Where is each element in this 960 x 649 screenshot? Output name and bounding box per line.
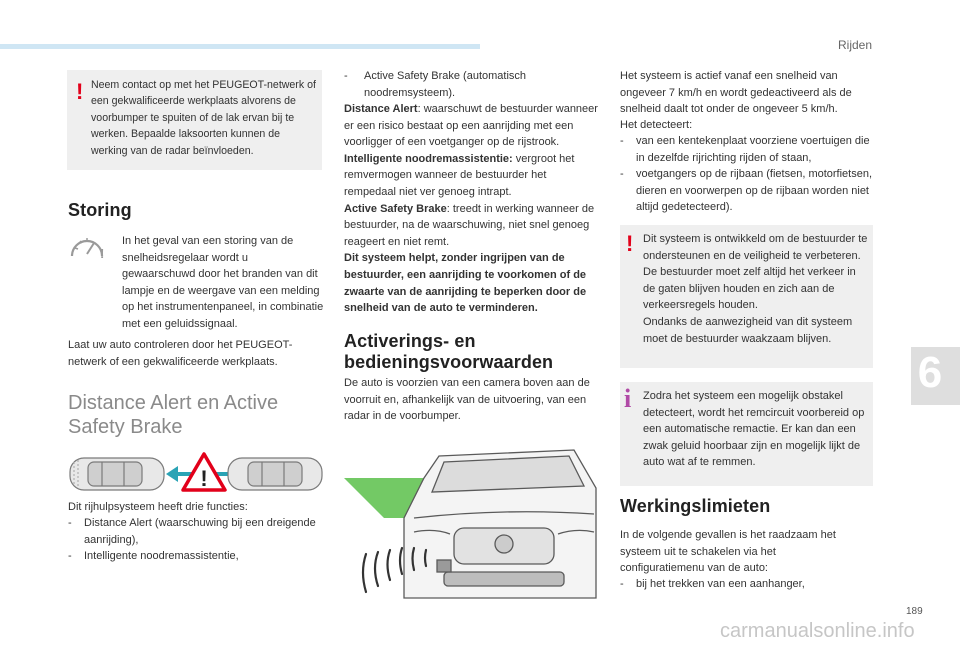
svg-text:!: ! — [200, 466, 208, 491]
functions-list — [68, 515, 322, 565]
exclamation-icon: ! — [76, 79, 84, 104]
definition-text: waarschuwt de bestuurder wanneer er een risico bestaat op een aanrijding met een voorligger of een voetganger op de rijstrook. — [344, 103, 598, 149]
list-item: - Distance Alert (waarschuwing bij een dreigende aanrijding), — [68, 515, 322, 548]
storing-text-2: Laat uw auto controleren door het PEUGEOT-netwerk of een gekwalificeerde werkplaats. — [68, 339, 293, 368]
functions-intro: Dit rijhulpsysteem heeft drie functies: — [68, 501, 248, 513]
svg-text:!: ! — [100, 246, 105, 260]
definition-term: Distance Alert — [344, 103, 418, 115]
car-right-icon — [228, 458, 322, 490]
definition-active-safety-brake: Active Safety Brake: treedt in werking wanneer de bestuurder, na de waarschuwing, niet snel genoeg reageert en niet remt. — [344, 202, 595, 248]
header-bar — [0, 44, 480, 49]
speedometer-fault-icon — [66, 232, 108, 260]
car-front-icon — [404, 450, 596, 598]
distance-alert-heading — [68, 391, 328, 439]
exclamation-icon: ! — [626, 231, 634, 256]
page-number: 189 — [906, 606, 923, 617]
warning-note-box — [67, 70, 322, 170]
list-item: - van een kentekenplaat voorziene voertuigen die in dezelfde rijrichting rijden of staan, — [620, 133, 878, 166]
definition-term: Intelligente noodremassistentie: — [344, 152, 513, 165]
watermark: carmanualsonline.info — [720, 620, 915, 642]
definition-text: treedt in werking wanneer de bestuurder, na de waarschuwing, niet snel genoeg reageert en niet remt. — [344, 202, 595, 248]
activering-heading-line2: bedieningsvoorwaarden — [344, 352, 554, 372]
warning-note-text: Neem contact op met het PEUGEOT-netwerk of een gekwalificeerde werkplaats alvorens de voorbumper te spuiten of de lak ervan bij te werken. Bepaalde laksoorten kunnen de werking van de radar beïnvloeden. — [91, 79, 316, 157]
info-text: Zodra het systeem een mogelijk obstakel detecteert, wordt het remcircuit voorbereid op een automatische remactie. Er kan dan een zwak geluid hoorbaar zijn en mogelijk lijkt de auto wat af te remmen. — [643, 390, 865, 469]
active-text: Het systeem is actief vanaf een snelheid van ongeveer 7 km/h en wordt gedeactiveerd als de snelheid daalt tot onder de ongeveer 5 km/h. — [620, 70, 852, 116]
definitions — [344, 101, 600, 317]
warning-box-2 — [620, 225, 873, 368]
detects-list — [620, 133, 878, 216]
activering-heading — [344, 331, 604, 373]
activering-heading-line1: Activerings- en — [344, 331, 476, 351]
warning-2-line: Dit systeem is ontwikkeld om de bestuurder te ondersteunen en de veiligheid te verbeteren. — [643, 233, 868, 262]
chapter-number: 6 — [917, 348, 943, 397]
car-front-illustration — [344, 448, 600, 600]
warning-2-line: De bestuurder moet zelf altijd het verkeer in de gaten blijven houden en zich aan de verkeersregels houden. — [643, 266, 856, 312]
warning-2-line: Ondanks de aanwezigheid van dit systeem moet de bestuurder waakzaam blijven. — [643, 315, 853, 345]
storing-heading: Storing — [68, 200, 132, 220]
list-item: - Intelligente noodremassistentie, — [68, 548, 322, 565]
list-item: - voetgangers op de rijbaan (fietsen, motorfietsen, dieren en voorwerpen op de rijbaan worden niet altijd gedetecteerd). — [620, 166, 878, 216]
cars-warning-illustration — [68, 452, 324, 496]
info-box — [620, 382, 873, 486]
definition-distance-alert: Distance Alert: waarschuwt de bestuurder wanneer er een risico bestaat op een aanrijding met een voorligger of een voetganger op de rijstrook. — [344, 103, 598, 149]
car-left-icon — [70, 458, 164, 490]
section-label: Rijden — [838, 38, 873, 52]
limits-heading: Werkingslimieten — [620, 496, 771, 516]
limits-list — [620, 576, 878, 593]
list-item: - bij het trekken van een aanhanger, — [620, 576, 878, 593]
distance-alert-heading-line1: Distance Alert en Active — [68, 392, 279, 414]
list-item: - Active Safety Brake (automatisch noodremsysteem). — [344, 68, 598, 101]
distance-alert-heading-line2: Safety Brake — [68, 416, 183, 438]
definition-text: vergroot het remvermogen wanneer de bestuurder het rempedaal niet ver genoeg intrapt. — [344, 152, 575, 198]
warning-2-text — [643, 231, 871, 347]
activering-text: De auto is voorzien van een camera boven aan de voorruit en, afhankelijk van de uitvoering, van een radar in de voorbumper. — [344, 377, 590, 423]
limits-intro: In de volgende gevallen is het raadzaam het systeem uit te schakelen via het configuratiemenu van de auto: — [620, 529, 836, 575]
function-3-list — [344, 68, 598, 101]
definition-noodrem — [344, 151, 600, 201]
detects-intro: Het detecteert: — [620, 119, 693, 131]
definition-term: Active Safety Brake — [344, 202, 447, 215]
bold-statement: Dit systeem helpt, zonder ingrijpen van de bestuurder, een aanrijding te voorkomen of de zwaarte van de aanrijding te beperken door de snelheid van de auto te verminderen. — [344, 252, 587, 315]
storing-text: In het geval van een storing van de snelheidsregelaar wordt u gewaarschuwd door het branden van dit lampje en de weergave van een melding op het instrumentenpaneel, in combinatie met een geluidssignaal. — [122, 235, 324, 330]
info-icon: i — [624, 384, 632, 413]
